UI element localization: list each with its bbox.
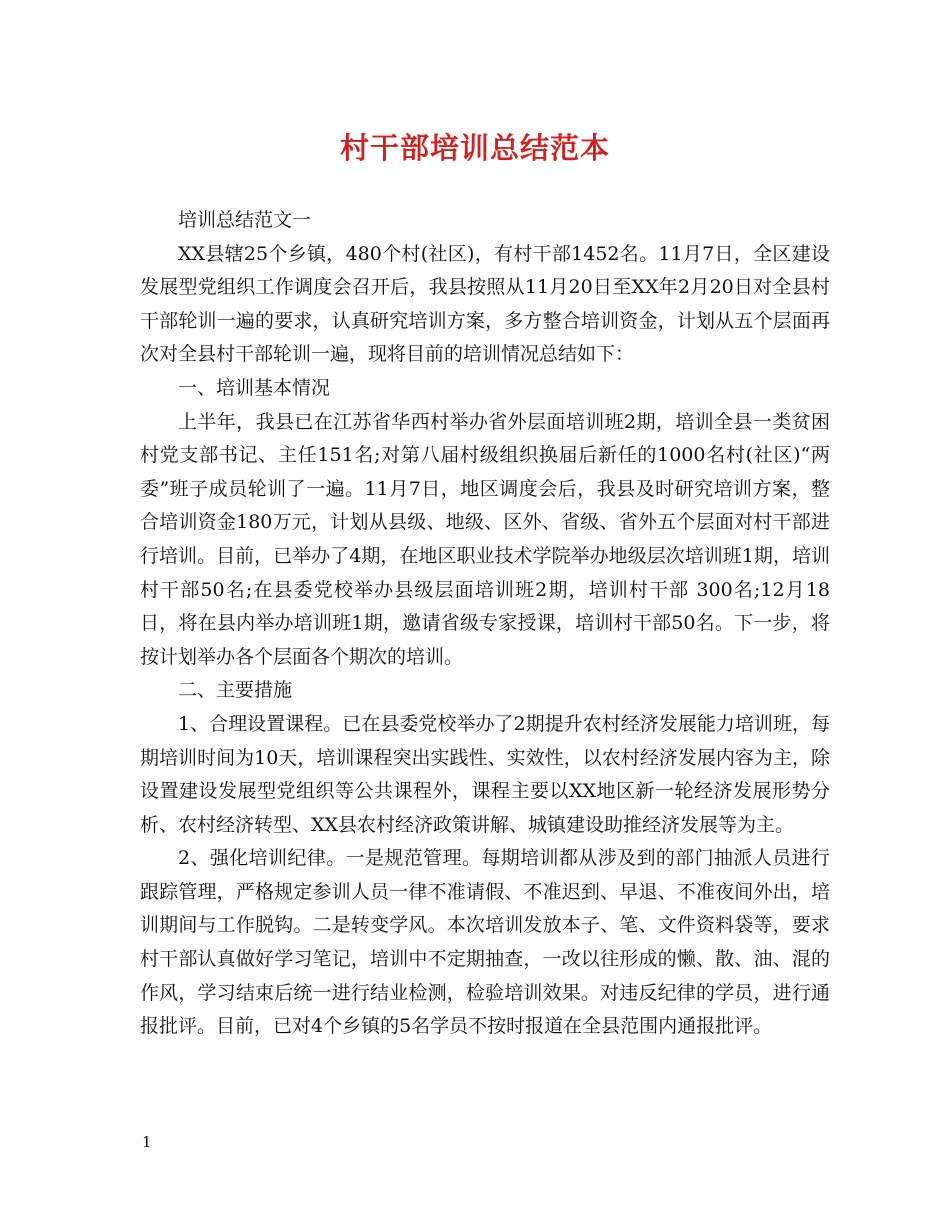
paragraph-basic-situation: 上半年，我县已在江苏省华西村举办省外层面培训班2期，培训全县一类贫困村党支部书记、主任151名;对第八届村级组织换届后新任的1000名村(社区)“两委”班子成员轮训了一遍。11月7日，地区调度会后，我县及时研究培训方案，整合培训资金180万元，计划从县级、地级、区外、省级、省外五个层面对村干部进行培训。目前，已举办了4期，在地区职业技术学院举办地级层次培训班1期，培训村干部50名;在县委党校举办县级层面培训班2期，培训村干部 300名;12月18日，将在县内举办培训班1期，邀请省级专家授课，培训村干部50名。下一步，将按计划举办各个层面各个期次的培训。 <box>140 410 830 668</box>
paragraph-intro-heading: 培训总结范文一 <box>178 209 312 231</box>
section-heading-main-measures: 二、主要措施 <box>178 679 293 702</box>
paragraph-overview: XX县辖25个乡镇，480个村(社区)，有村干部1452名。11月7日，全区建设发展型党组织工作调度会召开后，我县按照从11月20日至XX年2月20日对全县村干部轮训一遍的要求，认真研究培训方案，多方整合培训资金，计划从五个层面再次对全县村干部轮训一遍，现将目前的培训情况总结如下： <box>140 242 830 366</box>
paragraph-measure-discipline: 2、强化培训纪律。一是规范管理。每期培训都从涉及到的部门抽派人员进行跟踪管理，严格规定参训人员一律不准请假、不准迟到、早退、不准夜间外出，培训期间与工作脱钩。二是转变学风。本次培训发放本子、笔、文件资料袋等，要求村干部认真做好学习笔记，培训中不定期抽查，一改以往形成的懒、散、油、混的作风，学习结束后统一进行结业检测，检验培训效果。对违反纪律的学员，进行通报批评。目前，已对4个乡镇的5名学员不按时报道在全县范围内通报批评。 <box>140 847 830 1038</box>
page-number: 1 <box>142 1133 152 1151</box>
section-heading-basic-situation: 一、培训基本情况 <box>178 376 331 399</box>
document-title: 村干部培训总结范本 <box>339 131 610 165</box>
document-body <box>140 204 830 1044</box>
paragraph-measure-courses: 1、合理设置课程。已在县委党校举办了2期提升农村经济发展能力培训班，每期培训时间为10天，培训课程突出实践性、实效性，以农村经济发展内容为主，除设置建设发展型党组织等公共课程外，课程主要以XX地区新一轮经济发展形势分析、农村经济转型、XX县农村经济政策讲解、城镇建设助推经济发展等为主。 <box>140 712 830 836</box>
